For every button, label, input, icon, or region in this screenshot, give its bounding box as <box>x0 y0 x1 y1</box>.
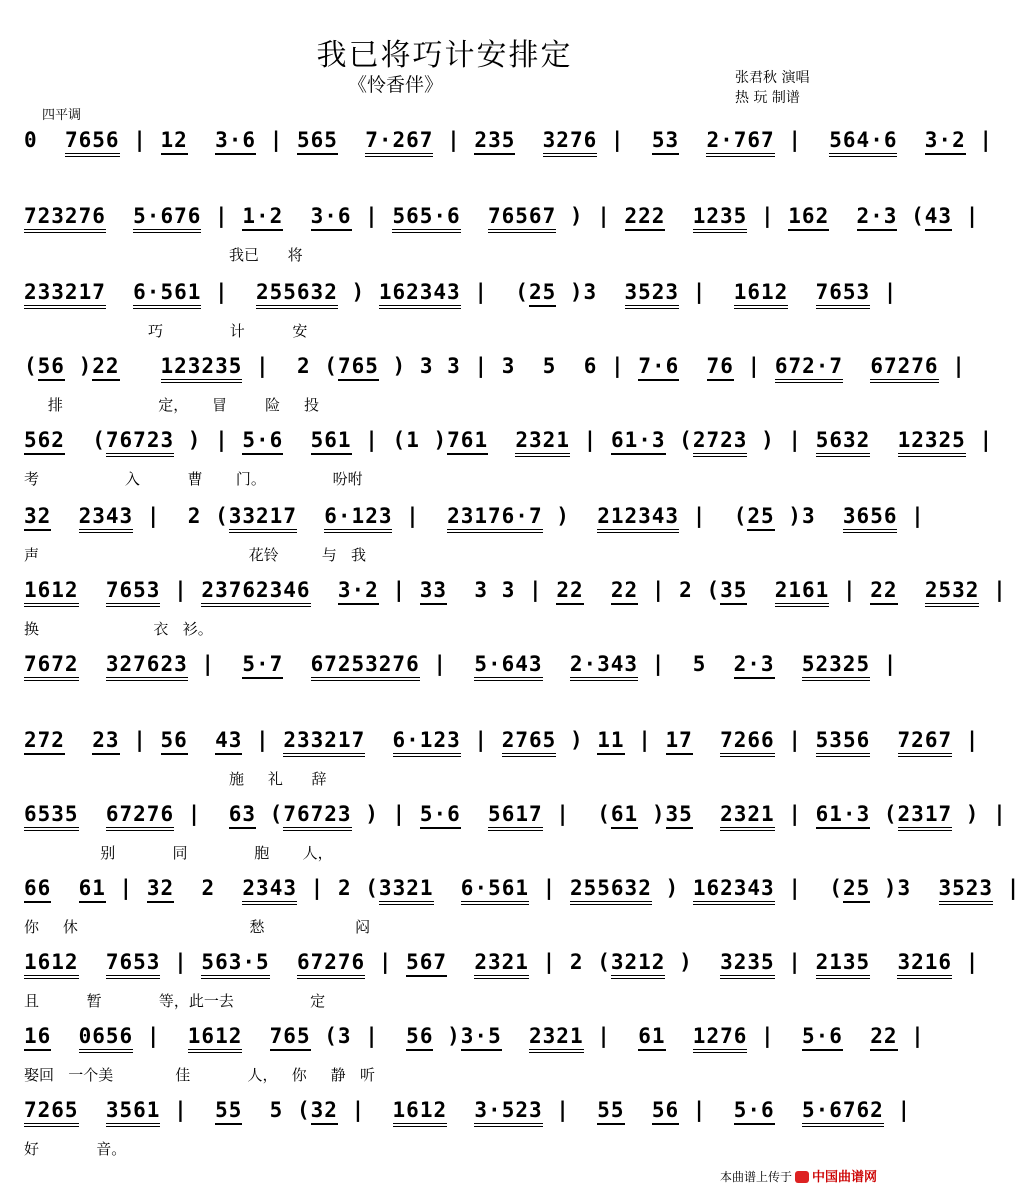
staff-notes: 272 23 | 56 43 | 233217 6·123 | 2765 ) 11 | 17 7266 | 5356 7267 | <box>24 728 859 764</box>
staff-notes: 1612 7653 | 563·5 67276 | 567 2321 | 2 (3212 ) 3235 | 2135 3216 | <box>24 950 859 986</box>
staff-line <box>0 204 980 282</box>
staff-lyrics: 你 休 愁 闷 <box>24 918 371 936</box>
staff-notes: 32 2343 | 2 (33217 6·123 | 23176·7 ) 212343 | (25 )3 3656 | <box>24 504 859 540</box>
staff-notes: 562 (76723 ) | 5·6 561 | (1 )761 2321 | 61·3 (2723 ) | 5632 12325 | <box>24 428 859 464</box>
staff-line <box>0 504 925 582</box>
site-footer <box>720 1166 877 1185</box>
staff-notes: 66 61 | 32 2 2343 | 2 (3321 6·561 | 255632 ) 162343 | (25 )3 3523 | <box>24 876 859 912</box>
staff-notes: 233217 6·561 | 255632 ) 162343 | (25 )3 3523 | 1612 7653 | <box>24 280 859 316</box>
staff-notes: (56 )22 123235 | 2 (765 ) 3 3 | 3 5 6 | 7·6 76 | 672·7 67276 | <box>24 354 859 390</box>
staff-line <box>0 950 980 1028</box>
staff-lyrics: 巧 计 安 <box>24 322 308 340</box>
staff-line <box>0 1024 925 1102</box>
staff-line <box>0 876 1020 954</box>
notator-credit: 热 玩 制谱 <box>735 90 800 106</box>
staff-notes: 0 7656 | 12 3·6 | 565 7·267 | 235 3276 | 53 2·767 | 564·6 3·2 | <box>24 128 859 164</box>
staff-notes: 16 0656 | 1612 765 (3 | 56 )3·5 2321 | 61 1276 | 5·6 22 | <box>24 1024 859 1060</box>
staff-lyrics: 别 同 胞 人， <box>24 844 333 862</box>
tune-mode: 四平调 <box>42 108 82 123</box>
performer-credit: 张君秋 演唱 <box>735 70 810 86</box>
staff-line <box>0 428 994 506</box>
staff-notes: 6535 67276 | 63 (76723 ) | 5·6 5617 | (61 )35 2321 | 61·3 (2317 ) | <box>24 802 859 838</box>
staff-lyrics <box>24 692 859 716</box>
staff-notes: 7672 327623 | 5·7 67253276 | 5·643 2·343 | 5 2·3 52325 | <box>24 652 859 688</box>
staff-line <box>0 128 994 206</box>
staff-line <box>0 578 1007 656</box>
staff-line <box>0 652 898 730</box>
site-logo-icon <box>795 1171 809 1183</box>
staff-line <box>0 354 966 432</box>
staff-lyrics: 考 入 曹 门。 吩咐 <box>24 470 363 488</box>
footer-brand: 中国曲谱网 <box>811 1170 877 1185</box>
staff-lyrics: 换 衣 衫。 <box>24 620 213 638</box>
staff-lyrics: 施 礼 辞 <box>24 770 327 788</box>
staff-notes: 7265 3561 | 55 5 (32 | 1612 3·523 | 55 56 | 5·6 5·6762 | <box>24 1098 859 1134</box>
footer-prefix: 本曲谱上传于 <box>719 1170 792 1184</box>
staff-lyrics: 我已 将 <box>24 246 303 264</box>
staff-lyrics: 且 暂 等，此一去 定 <box>24 992 326 1010</box>
staff-lyrics <box>24 168 859 192</box>
staff-lyrics: 好 音。 <box>24 1140 127 1158</box>
opera-subtitle: 《怜香伴》 <box>348 74 444 96</box>
staff-lyrics: 声 花铃 与 我 <box>24 546 367 564</box>
staff-line <box>0 728 980 806</box>
staff-notes: 723276 5·676 | 1·2 3·6 | 565·6 76567 ) | 222 1235 | 162 2·3 (43 | <box>24 204 859 240</box>
staff-line <box>0 802 1007 880</box>
page-title: 我已将巧计安排定 <box>316 38 573 73</box>
staff-notes: 1612 7653 | 23762346 3·2 | 33 3 3 | 22 22 | 2 (35 2161 | 22 2532 | <box>24 578 859 614</box>
staff-lyrics: 排 定， 冒 险 投 <box>24 396 320 414</box>
staff-line <box>0 280 898 358</box>
staff-lyrics: 娶回 一个美 佳 人， 你 静 听 <box>24 1066 375 1084</box>
staff-line <box>0 1098 912 1176</box>
